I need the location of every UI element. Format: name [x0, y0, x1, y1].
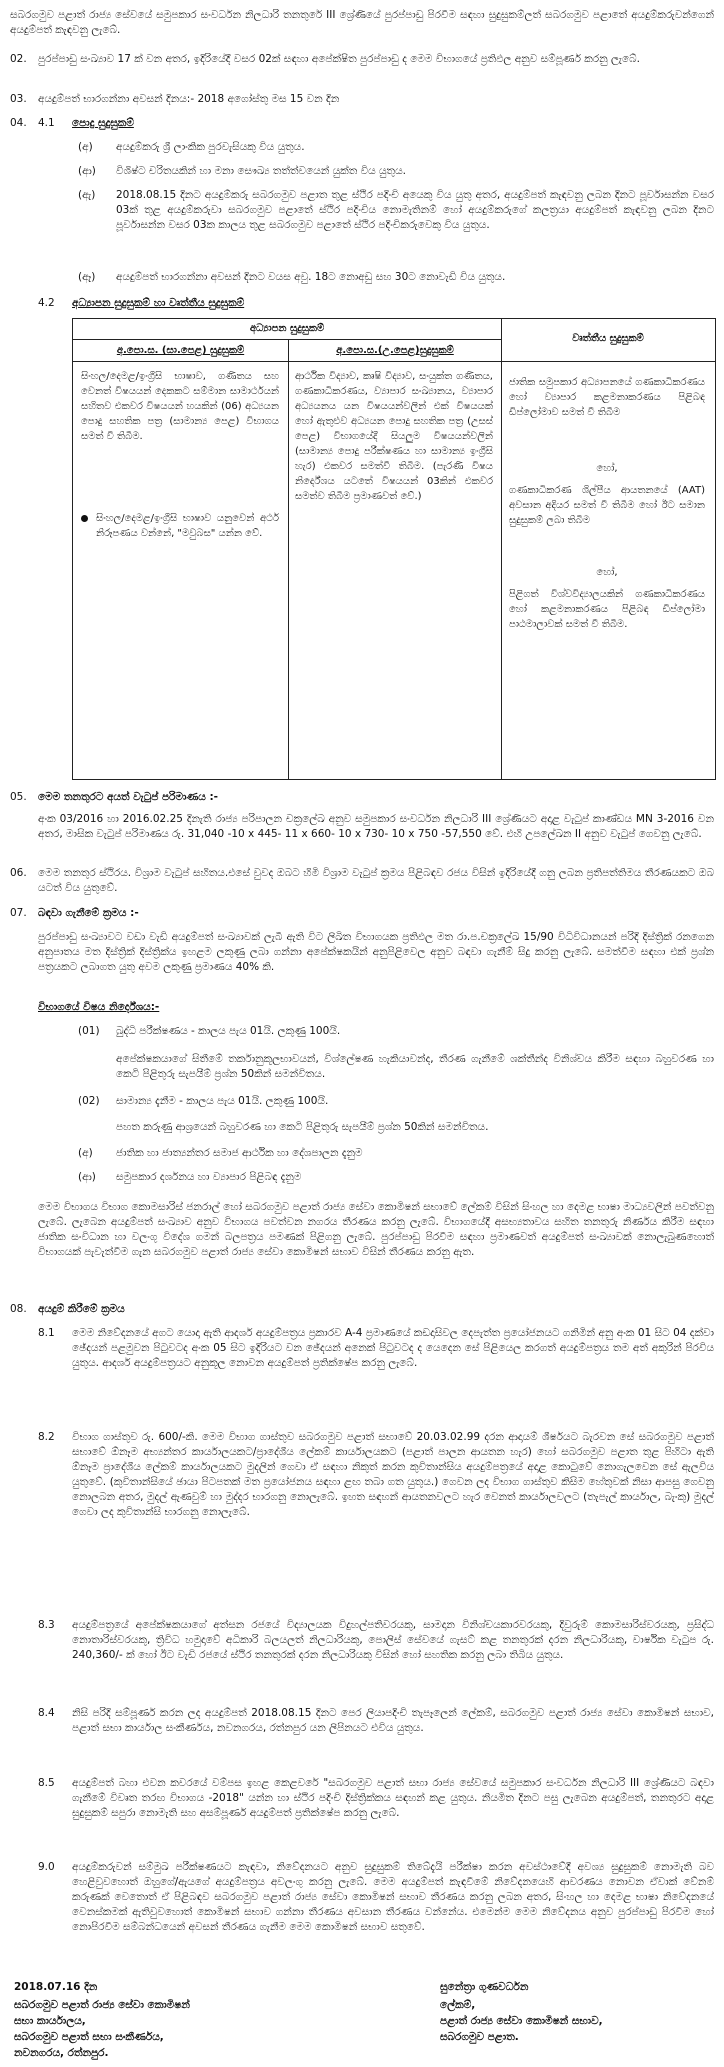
section-03-number: 03.	[10, 93, 27, 105]
item-aee-mark: (ඈ)	[78, 271, 96, 283]
section-4-2-number: 4.2	[38, 297, 55, 309]
para-8-5-text: අයදුම්පත් බහා එවන කවරයේ වම්පස ඉහළ කෙළවරේ "සබරගමුව පළාත් සභා රාජ්‍ය සේවයේ සමුපකාර සංවර්ධන නිලධාරි III ශ්‍රේණියට බඳවා ගැනීමේ විවෘත තරඟ විභාගය -2018" යන්න හා ස්ථිර පදිංචි දිස්ත්‍රික්කය සඳහන් කළ යුතුය. නියමිත දිනට පසු ලැබෙන අයදුම්පත්, තනතුරට අදාළ සුදුසුකම් සපුරා නොමැති සහ අසම්පූර්ණ අයදුම්පත් ප්‍රතික්ෂේප කරනු ලැබේ.	[72, 1777, 714, 1819]
footer-left-line-1: සබරගමුව පළාත් රාජ්‍ය සේවා කොමිෂන්	[14, 1999, 190, 2011]
section-4-1-title: පොදු සුදුසුකම්	[72, 117, 134, 129]
section-02-text: පුරප්පාඩු සංඛ්‍යාව 17 ක් වන අතර, ඉදිරියේදී වසර 02ක් සඳහා අපේක්ෂිත පුරප්පාඩු ද මෙම විභාගයේ ප්‍රතිඵල අනුව සම්පූර්ණ කරනු ලැබේ.	[38, 53, 640, 65]
footer-left-line-2: සභා කාර්යාලය,	[14, 2015, 86, 2027]
section-4-1-number: 4.1	[38, 117, 55, 129]
section-04-number: 04.	[10, 117, 27, 129]
para-8-3-number: 8.3	[38, 1619, 55, 1631]
para-9-0-number: 9.0	[38, 1861, 55, 1873]
para-8-5-number: 8.5	[38, 1777, 55, 1789]
footer-date: 2018.07.16 දින	[14, 1981, 98, 1993]
footer-left-line-3: සබරගමුව පළාත් සභා සංකීර්ණය,	[14, 2031, 164, 2043]
para-9-0-text: අයදුම්කරුවන් සම්මුඛ පරීක්ෂණයට කැඳවා, නිවේදනයට අනුව සුදුසුකම් තිබේදැයි පරීක්ෂා කරන අවස්ථාවේදී අවශ්‍ය සුදුසුකම් නොමැති බව හෙළිවුවහොත් ඔහුගේ/ඇයගේ අයදුම්පත්‍රය අවලංගු කරනු ලැබේ. මෙම අයදුම්පත් කැඳවීමේ නිවේදනයෙහි ආවරණය නොවන ඒවාක් වේනම් කරුණක් වෙතොත් ඒ පිළිබඳව සබරගමුව පළාත් රාජ්‍ය සේවා කොමිෂන් සභාව තීරණය කරනු ලබන අතර, සිංහල හා දෙමළ භාෂා නිවේදනයේ වෙනස්කමක් ඇතිවුවහොත් කොමිෂන් සභාව ගන්නා තීරණය අවසාන තීරණය වන්නේය. එමෙන්ම මෙම නිවේදනය අනුව පුරප්පාඩු පිරවීම හෝ නොපිරවීම සම්බන්ධයෙන් අවසන් තීරණය ගැනීම මෙම කොමිෂන් සභාව සතුවේ.	[72, 1861, 714, 1933]
item-a-text: අයදුම්කරු ශ්‍රී ලාංකික පුරවැසියකු විය යුතුය.	[116, 141, 305, 153]
item-aa-mark: (ආ)	[78, 165, 96, 177]
table-head-ol: අ.පො.ස. (සා.පෙළ) සුදුසුකම්	[116, 345, 245, 356]
section-07-title: බඳවා ගැනීමේ ක්‍රමය :-	[38, 907, 139, 919]
prof-or-1: හෝ,	[596, 463, 618, 474]
syllabus-aa-mark: (ආ)	[78, 1171, 96, 1183]
para-8-4-number: 8.4	[38, 1707, 55, 1719]
qualifications-table	[72, 318, 716, 780]
item-ae-mark: (ඇ)	[78, 189, 96, 201]
table-head-education: අධ්‍යාපන සුදුසුකම්	[249, 323, 325, 334]
footer-right-line-2: පළාත් රාජ්‍ය සේවා කොමිෂන් සභාව,	[440, 2015, 603, 2027]
para-8-1-text: මෙම නිවේදනයේ අගට යොදා ඇති ආදර්ශ අයදුම්පත්‍රය ප්‍රකාරව A-4 ප්‍රමාණයේ කඩදාසිවල දෙපැත්ත ප්‍රයෝජනයට ගනිමින් අනු අංක 01 සිට 04 දක්වා ඡේදයන් පළමුවන පිටුවටද අංක 05 සිට ඉදිරියට වන ඡේදයන් අනෙක් පිටුවටද ද යෙදෙන සේ පිළියෙල කරගත් අයදුම්පත්‍රය තම අත් අකුරින් පිරවිය යුතුය. ආදර්ශ අයදුම්පත්‍රයට අනුකූල නොවන අයදුම්පත් ප්‍රතික්ෂේප කරනු ලැබේ.	[72, 1327, 714, 1369]
section-05-number: 05.	[10, 791, 27, 803]
section-05-text: අංක 03/2016 හා 2016.02.25 දිනැති රාජ්‍ය පරිපාලන චක්‍රලේඛ අනුව සමුපකාර සංවර්ධන නිලධාරි III ශ්‍රේණියට අදාළ වැටුප් කාණ්ඩය MN 3-2016 වන අතර, මාසික වැටුප් පරිමාණය රු. 31,040 -10 x 445- 11 x 660- 10 x 730- 10 x 750 -57,550 වේ. එහි උපලේඛන II අනුව වැටුප් ගෙවනු ලැබේ.	[38, 813, 714, 840]
section-06-text: මෙම තනතුර ස්ථිරය. විශ්‍රාම වැටුප් සහිතය.එසේ වුවද ඔබට හිමි විශ්‍රාම වැටුප් ක්‍රමය පිළිබඳව රජය විසින් ඉදිරියේදී ගනු ලබන ප්‍රතිපත්තිමය තීරණයකට ඔබ යටත් විය යුතුවේ.	[38, 867, 714, 894]
syllabus-a-mark: (අ)	[78, 1147, 93, 1159]
para-8-2-number: 8.2	[38, 1431, 55, 1443]
ol-qualification-text: සිංහල/දෙමළ/ඉංග්‍රීසි භාෂාව, ගණිතය සහ වෙනත් විෂයයන් දෙකකට සම්මාන සාමාර්ථයන් සහිතව එකවර විෂයයන් හයකින් (06) අධ්‍යයන පොදු සහතික පත්‍ර (සාමාන්‍ය පෙළ) විභාගය සමත් වී තිබීම.	[81, 371, 279, 442]
section-07-number: 07.	[10, 907, 27, 919]
footer-right-line-3: සබරගමුව පළාත.	[440, 2031, 519, 2043]
section-06-number: 06.	[10, 867, 27, 879]
section-07-text: පුරප්පාඩු සංඛ්‍යාවට වඩා වැඩි අයදුම්පත් සංඛ්‍යාවක් ලැබී ඇති විට ලිඛිත විභාගයක ප්‍රතිඵල මත රා.ප.චක්‍රලේඛ 15/90 විධිවිධානයන් පරිදි දිස්ත්‍රික් රනගෙන අනුපාතය මත දිස්ත්‍රික් දිස්ත්‍රික්ය ඉහළම ලකුණු ලබා ගන්නා අපේක්ෂකයින් අනුපිළිවෙල අනුව බඳවා ගැනීම් සිදු කරනු ලැබේ. සමත්වීම සඳහා එක් ප්‍රශ්න පත්‍රයකට ලබාගත යුතු අවම ලකුණු ප්‍රමාණය 40% කි.	[38, 931, 714, 973]
section-08-number: 08.	[10, 1303, 27, 1315]
footer-left-line-4: නවනගරය, රත්නපුර.	[14, 2047, 109, 2059]
ol-bullet-row	[81, 511, 279, 541]
section-08-title: අයදුම් කිරීමේ ක්‍රමය	[38, 1303, 125, 1315]
item-a-mark: (අ)	[78, 141, 93, 153]
prof-qualification-1: ජාතික සමුපකාර අධ්‍යාපනයේ ගණකාධිකරණය හෝ ව්‍යාපාර කළමනාකරණය පිළිබඳ ඩිප්ලෝමාව සමත් වී තිබීම	[509, 377, 705, 418]
prof-or-2: හෝ,	[596, 567, 618, 578]
syllabus-a-text: ජාතික හා ජාත්‍යන්තර සමාජ ආර්ථික හා දේශපාලන දැනුම	[116, 1147, 363, 1159]
item-aee-text: අයදුම්පත් භාරගන්නා අවසන් දිනට වයස අවු. 18ට නොඅඩු සහ 30ට නොවැඩි විය යුතුය.	[116, 271, 506, 283]
item-aa-text: විශිෂ්ට චරිතයකින් හා මනා සෞඛ්‍ය තත්ත්වයෙන් යුක්ත විය යුතුය.	[116, 165, 406, 177]
section-07-para2: මෙම විභාගය විභාග කොමසාරිස් ජනරාල් හෝ සබරගමුව පළාත් රාජ්‍ය සේවා කොමිෂන් සභාවේ ලේකම් විසින් සිංහල හා දෙමළ භාෂා මාධ්‍යවලින් පවත්වනු ලැබේ. ලැබෙන අයදුම්පත් සංඛ්‍යාව අනුව විභාගය පවත්වන නගරය තීරණය කරනු ලැබේ. විභාගයේදී අසභ්‍යතාවය සහිත තනතුරු නිර්ණය කිරීම සඳහා ජාතික සංවිධාන හා වලංගු විදේශ ගමන් බලපත්‍රය පමණක් පිළිගනු ලැබේ. පුරප්පාඩු පිරවීම සඳහා ප්‍රමාණවත් අයදුම්පත් සංඛ්‍යාවක් නොලැබුණහොත් විභාගයක් පැවැත්වීම ගැන සබරගමුව පළාත් රාජ්‍ය සේවා කොමිෂන් සභාව විසින් තීරණය කරනු ඇත.	[38, 1201, 714, 1258]
syllabus-01-title: බුද්ධි පරීක්ෂණය - කාලය පැය 01යි. ලකුණු 100යි.	[116, 1025, 341, 1037]
table-head-professional: වෘත්තීය සුදුසුකම්	[572, 333, 644, 344]
syllabus-01-desc: අපේක්ෂකයාගේ සිතීමේ තර්කානුකූලභාවයන්, විශ්ලේෂණ හැකියාවන්ද, තීරණ ගැනීමේ ශක්තීන්ද විනිශ්චය කිරීම සඳහා බහුවරණ හා කෙටි පිළිතුරු සැපයීම් ප්‍රශ්න 50කින් සමන්විතය.	[116, 1053, 714, 1080]
intro-text: සබරගමුව පළාත් රාජ්‍ය සේවයේ සමුපකාර සංවර්ධන නිලධාරි තනතුරේ III ශ්‍රේණියේ පුරප්පාඩු පිරවීම සඳහා සුදුසුකම්ලත් සබරගමුව පළාතේ අයදුම්කරුවන්ගෙන් අයදුම්පත් කැඳවනු ලැබේ.	[10, 9, 714, 36]
prof-qualification-3: පිළිගත් විශ්වවිද්‍යාලයකින් ගණකාධිකරණය හෝ කළමනාකරණය පිළිබඳ ඩිප්ලෝමා පාඨමාලාවක් සමත් වී තිබීම.	[509, 589, 705, 630]
para-8-3-text: අයදුම්පත්‍රයේ අපේක්ෂකයාගේ අත්සන රජයේ විද්‍යාලයක විදුහල්පතිවරයකු, සාමදාන විනිශ්චයකාරවරයකු, දිවුරුම් කොමසාරිස්වරයකු, ප්‍රසිද්ධ නොතාරිස්වරයකු, ත්‍රිවිධ හමුදාවේ අධිකාරි බලයලත් නිලධාරියකු, පොලිස් සේවයේ ගැසට් කළ තනතුරක් දරන නිලධාරියකු, වාර්ෂික වැටුප රු. 240,360/- ක් හෝ ඊට වැඩි රජයේ ස්ථිර තනතුරක් දරන නිලධාරියකු විසින් හෝ සහතික කරනු ලබා තිබිය යුතුය.	[72, 1619, 714, 1661]
para-8-4-text: නිසි පරිදි සම්පූර්ණ කරන ලද අයදුම්පත් 2018.08.15 දිනට පෙර ලියාපදිංචි තැපෑලෙන් ලේකම්, සබරගමුව පළාත් රාජ්‍ය සේවා කොමිෂන් සභාව, පළාත් සභා කාර්යාල සංකීර්ණය, නවනගරය, රත්නපුර යන ලිපිනයට එවිය යුතුය.	[72, 1707, 714, 1734]
syllabus-title: විභාගයේ විෂය නිර්දේශය:-	[38, 1001, 160, 1013]
syllabus-aa-text: සමුපකාර දර්ශනය හා ව්‍යාපාර පිළිබඳ දැනුම	[116, 1171, 302, 1183]
bullet-icon	[81, 515, 88, 522]
footer-signer: සුනේත්‍රා ගුණවර්ධන	[440, 1981, 529, 1993]
ol-bullet-text: සිංහල/දෙමළ/ඉංග්‍රීසි භාෂාව යනුවෙන් අර්ථ නිරූපණය වන්නේ, "මවුබස" යන්න වේ.	[96, 513, 279, 539]
al-qualification-text: ආර්ථික විද්‍යාව, කෘෂි විද්‍යාව, සංයුක්ත ගණිතය, ගණකාධිකරණය, ව්‍යාපාර සංඛ්‍යානය, ව්‍යාපාර අධ්‍යයනය යන විෂයයන්වලින් එක් විෂයයක් හෝ ඇතුළුව අධ්‍යයන පොදු සහතික පත්‍ර (උසස් පෙළ) විභාගයේදී සියලුම විෂයයන්වලින් (සාමාන්‍ය පොදු පරීක්ෂණය හා සාමාන්‍ය ඉංග්‍රීසි හැර) එකවර සමත්වී තිබීම. (පැරණි විෂය නිර්දේශය යටතේ විෂයයන් 03කින් එකවර සමත්ව තිබීම ප්‍රමාණවත් වේ.)	[295, 371, 493, 502]
syllabus-01-mark: (01)	[78, 1025, 100, 1037]
syllabus-02-desc: පහත කරුණු ආශ්‍රයෙන් බහුවරණ හා කෙටි පිළිතුරු සැපයීම් ප්‍රශ්න 50කින් සමන්විතය.	[116, 1121, 489, 1133]
section-03-text: අයදුම්පත් භාරගන්නා අවසන් දිනය:- 2018 අගෝස්තු මස 15 වන දින	[38, 93, 340, 105]
table-head-al: අ.පො.ස.(උ.පෙළ)සුදුසුකම්	[336, 345, 454, 356]
para-8-2-text: විභාග ගාස්තුව රු. 600/-කි. මෙම විභාග ගාස්තුව සබරගමුව පළාත් සභාවේ 20.03.02.99 දරන ආදායම් ශීර්ෂයට බැරවන සේ සබරගමුව පළාත් සභාවේ ඕනෑම අභ්‍යන්තර කාර්යාලයකට/ප්‍රාදේශීය ලේකම් කාර්යාලයකට (පළාත් පාලන ආයතන හැර) හෝ සබරගමුව පළාත තුළ පිහිටා ඇති ඕනෑම ප්‍රාදේශීය ලේකම් කාර්යාලයකට මුදලින් ගෙවා ඒ සඳහා නිකුත් කරන කුවිතාන්සිය අයදුම්පත්‍රයේ අදාළ කොටුවේ නොගැලවෙන සේ ඇලවිය යුතුවේ. (කුවිතාන්සියේ ඡායා පිටපතක් මත ප්‍රයෝජනය සඳහා ළඟ තබා ගත යුතුය.) ගෙවන ලද විභාග ගාස්තුව කිසිම හේතුවක් නිසා ආපසු ගෙවනු නොලබන අතර, මුදල් ඇණවුම් හා මුද්දර භාරගනු නොලැබේ. ඉහත සඳහන් ආයතනවලට හැර වෙනත් කාර්යාලවලට (තැපැල් කාර්යාල, බැංකු) මුදල් ගෙවා ලද කුවිතාන්සි භාරගනු නොලැබේ.	[72, 1431, 714, 1518]
section-02-number: 02.	[10, 53, 27, 65]
footer-right-line-1: ලේකම්,	[440, 1999, 476, 2011]
item-ae-text: 2018.08.15 දිනට අයදුම්කරු සබරගමුව පළාත තුළ ස්ථිර පදිංචි අයෙකු විය යුතු අතර, අයදුම්පත් කැඳවනු ලබන දිනට පූර්වාසන්න වසර 03ක් තුළ අයදුම්කරුවා සබරගමුව පළාතේ ස්ථිර පදිංචිය නොමැතිනම් හෝ අයදුම්කරුගේ කලත්‍රයා අයදුම්පත් කැඳවනු ලබන දිනට පූර්වාසන්න වසර 03ක කාලය තුළ සබරගමුව පළාතේ ස්ථිර පදිංචිකරුවෙකු විය යුතුය.	[116, 189, 714, 231]
section-4-2-title: අධ්‍යාපන සුදුසුකම් හා වෘත්තීය සුදුසුකම්	[72, 297, 245, 309]
syllabus-02-title: සාමාන්‍ය දැනීම - කාලය පැය 01යි. ලකුණු 100යි.	[116, 1095, 329, 1107]
section-05-title: මෙම තනතුරට අයත් වැටුප් පරිමාණය :-	[38, 791, 219, 803]
prof-qualification-2: ගණකාධිකරණ ශිල්පීය ආයතනයේ (AAT) අවසාන අදියර සමත් වී තිබීම හෝ ඊට සමාන සුදුසුකම් ලබා තිබීම	[509, 485, 705, 526]
para-8-1-number: 8.1	[38, 1327, 55, 1339]
syllabus-02-mark: (02)	[78, 1095, 100, 1107]
